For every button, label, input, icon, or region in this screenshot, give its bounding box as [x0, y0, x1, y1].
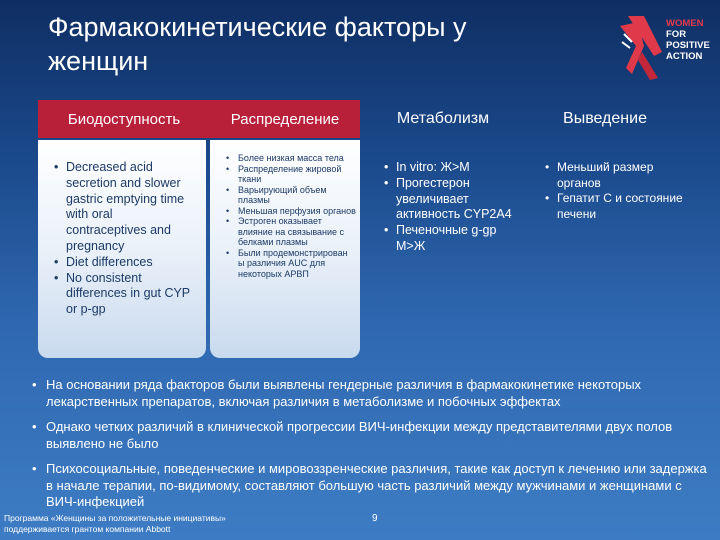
footer-line-2: поддерживается грантом компании Abbott	[4, 524, 171, 534]
excretion-list	[545, 160, 695, 222]
summary-bullet: • Однако четких различий в клинической прогрессии ВИЧ-инфекции между представителями двух полов выявлено не было	[30, 419, 710, 452]
list-item: • Эстроген оказывает влияние на связывание с белками плазмы	[226, 216, 356, 248]
list-item: • Печеночные g-gp М>Ж	[384, 223, 514, 255]
ribbon-icon	[618, 12, 664, 82]
slide-title: Фармакокинетические факторы у женщин	[48, 12, 467, 76]
summary-bullet: • Психосоциальные, поведенческие и мировоззренческие различия, такие как доступ к лечению или задержка в начале терапии, по-видимому, составляют большую часть различий между мужчинами и женщинами с ВИЧ-инфекцией	[30, 461, 710, 511]
footer-line-1: Программа «Женщины за положительные инициативы»	[4, 513, 226, 523]
summary-bullets	[30, 377, 710, 520]
logo-line-for: FOR	[666, 29, 687, 40]
footer-note	[4, 513, 226, 535]
column-header-bioavailability: Биодоступность	[38, 100, 210, 138]
page-number: 9	[372, 513, 378, 524]
distribution-list	[226, 153, 356, 279]
bioavailability-list	[54, 160, 194, 318]
column-header-metabolism: Метаболизм	[396, 110, 490, 127]
list-item: • Распределение жировой ткани	[226, 164, 356, 185]
summary-bullet: • На основании ряда факторов были выявлены гендерные различия в фармакокинетике некоторых лекарственных препаратов, включая различия в метаболизме и побочных эффектах	[30, 377, 710, 410]
list-item: • Diet differences	[54, 255, 194, 271]
list-item: • Гепатит С и состояние печени	[545, 191, 695, 222]
list-item: • Прогестерон увеличивает активность CYP2A4	[384, 176, 514, 223]
logo-line-action: ACTION	[666, 51, 703, 62]
logo-text	[666, 18, 710, 62]
list-item: • In vitro: Ж>М	[384, 160, 514, 176]
metabolism-list	[384, 160, 514, 255]
list-item: • Более низкая масса тела	[226, 153, 356, 164]
list-item: • Decreased acid secretion and slower gastric emptying time with oral contraceptives and pregnancy	[54, 160, 194, 255]
list-item: • No consistent differences in gut CYP or p-gp	[54, 271, 194, 318]
logo-line-positive: POSITIVE	[666, 40, 710, 51]
list-item: • Варьирующий объем плазмы	[226, 185, 356, 206]
column-header-excretion: Выведение	[563, 110, 647, 127]
wfpa-logo	[618, 12, 718, 84]
list-item: • Были продемонстрирован ы различия AUC для некоторых АРВП	[226, 248, 356, 280]
logo-line-women: WOMEN	[666, 18, 704, 29]
column-header-distribution: Распределение	[210, 100, 360, 138]
list-item: • Меньшая перфузия органов	[226, 206, 356, 217]
list-item: • Меньший размер органов	[545, 160, 695, 191]
